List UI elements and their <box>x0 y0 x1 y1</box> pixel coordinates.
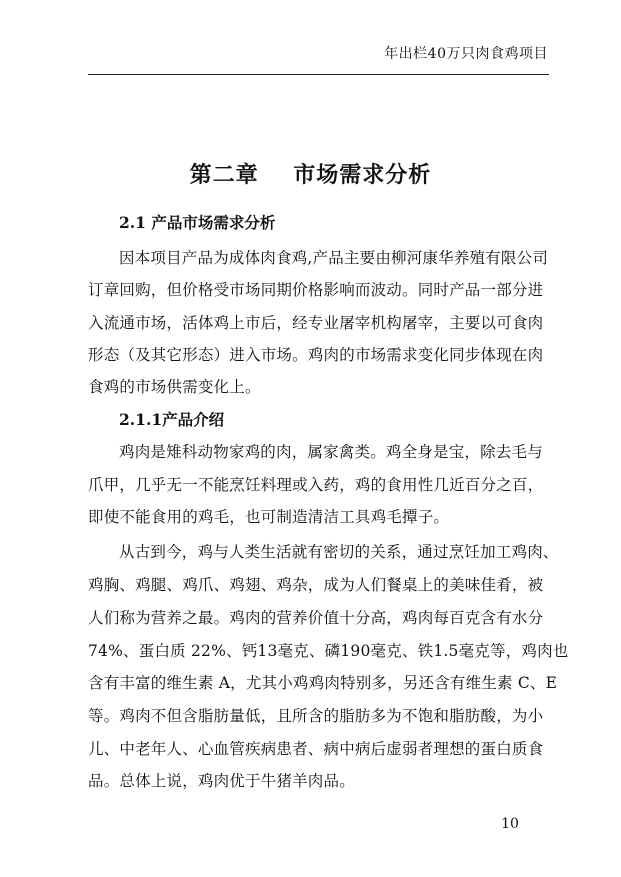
paragraph-line: 等。鸡肉不但含脂肪量低，且所含的脂肪多为不饱和脂肪酸，为小 <box>88 707 544 725</box>
paragraph-line: 人们称为营养之最。鸡肉的营养价值十分高，鸡肉每百克含有水分 <box>88 609 544 627</box>
chapter-title: 第二章 市场需求分析 <box>189 162 432 188</box>
paragraph-line: 儿、中老年人、心血管疾病患者、病中病后虚弱者理想的蛋白质食 <box>88 740 544 758</box>
paragraph-line: 鸡肉是雉科动物家鸡的肉，属家禽类。鸡全身是宝，除去毛与 <box>119 443 543 461</box>
header-divider <box>88 74 549 75</box>
paragraph-line: 即使不能食用的鸡毛，也可制造清洁工具鸡毛撢子。 <box>88 508 450 526</box>
paragraph-line: 含有丰富的维生素 A，尤其小鸡鸡肉特别多，另还含有维生素 C、E <box>88 674 558 692</box>
paragraph-line: 鸡胸、鸡腿、鸡爪、鸡翅、鸡杂，成为人们餐桌上的美味佳肴，被 <box>88 576 544 594</box>
paragraph-line: 爪甲，几乎无一不能烹饪料理或入药，鸡的食用性几近百分之百， <box>88 476 544 494</box>
header-title: 年出栏40万只肉食鸡项目 <box>384 46 548 62</box>
paragraph-line: 形态（及其它形态）进入市场。鸡肉的市场需求变化同步体现在肉 <box>88 346 544 364</box>
page-number: 10 <box>501 816 519 832</box>
paragraph-line: 食鸡的市场供需变化上。 <box>88 378 261 396</box>
paragraph-line: 从古到今，鸡与人类生活就有密切的关系，通过烹饪加工鸡肉、 <box>119 543 559 561</box>
paragraph-line: 入流通市场，活体鸡上市后，经专业屠宰机构屠宰，主要以可食肉 <box>88 314 544 332</box>
paragraph-line: 品。总体上说，鸡肉优于牛猪羊肉品。 <box>88 772 355 790</box>
paragraph-line: 74%、蛋白质 22%、钙13毫克、磷190毫克、铁1.5毫克等，鸡肉也 <box>88 642 569 660</box>
subsection-heading: 2.1.1产品介绍 <box>119 410 225 429</box>
paragraph-line: 因本项目产品为成体肉食鸡,产品主要由柳河康华养殖有限公司 <box>119 249 549 267</box>
section-heading: 2.1 产品市场需求分析 <box>119 213 276 232</box>
paragraph-line: 订章回购，但价格受市场同期价格影响而波动。同时产品一部分进 <box>88 281 544 299</box>
